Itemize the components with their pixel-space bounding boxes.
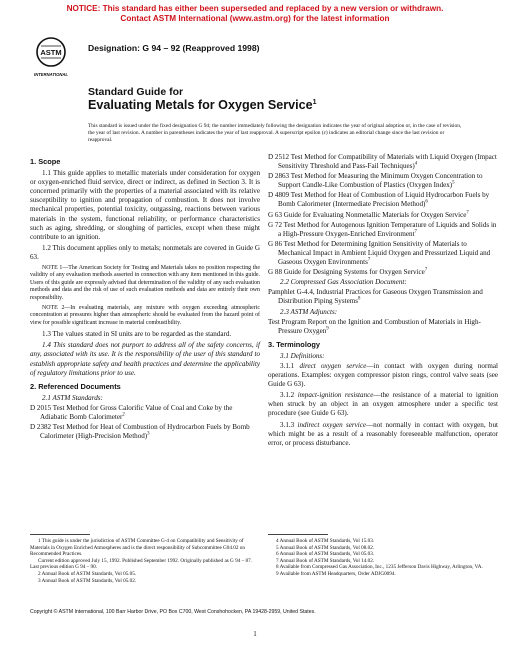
adjunct-item: Test Program Report on the Ignition and Combustion of Materials in High-Pressure Oxygen$^9$ (268, 317, 481, 335)
title-line-1: Standard Guide for (88, 86, 184, 98)
footnote: 5 Annual Book of ASTM Standards, Vol 08.02. (276, 544, 375, 551)
footnote: Current edition approved July 15, 1992. Published September 1992. Originally published as G 94 – 87. Last previous edition G 94 – 90. (30, 557, 252, 571)
ref-item: G 88 Guide for Designing Systems for Oxygen Service$^7$ (268, 267, 428, 277)
designation: Designation: G 94 – 92 (Reapproved 1998) (88, 43, 260, 53)
scope-1-4: 1.4 This standard does not purport to address all of the safety concerns, if any, associated with its use. It is the responsibility of the user of this standard to establish appropriate safety and health practices and determine the applicability of regulatory limitations prior to use. (30, 341, 260, 377)
scope-1-3: 1.3 The values stated in SI units are to be regarded as the standard. (42, 330, 232, 339)
definition-3-1-1: 3.1.1 direct oxygen service—in contact with oxygen during normal operations. Examples: oxygen compressor piston rings, control valve seats (see Guide G 63). (268, 361, 498, 389)
definition-3-1-2: 3.1.2 impact-ignition resistance—the resistance of a material to ignition when struck by an object in an oxygen atmosphere under a specific test procedure (see Guide G 63). (268, 391, 498, 418)
ref-item: D 2512 Test Method for Compatibility of Materials with Liquid Oxygen (Impact Sensitivity Threshold and Pass-Fail Techniques)$^4$ (268, 153, 497, 171)
terminology-heading: 3. Terminology (268, 339, 321, 349)
document-title (88, 86, 317, 113)
definitions-subheading: 3.1 Definitions: (280, 351, 325, 360)
footnote: 6 Annual Book of ASTM Standards, Vol 05.03. (276, 551, 375, 558)
refs-heading: 2. Referenced Documents (30, 381, 121, 391)
footnote: 3 Annual Book of ASTM Standards, Vol 05.02. (38, 577, 137, 584)
notice-line-2: Contact ASTM International (www.astm.org) for the latest information (120, 14, 390, 23)
note-2: NOTE 2—In evaluating materials, any mixture with oxygen exceeding atmospheric concentration at pressures higher than atmospheric should be evaluated from the hazard point of view for possible significant increase in material combustibility. (30, 305, 260, 326)
scope-heading: 1. Scope (30, 157, 61, 166)
footnote: 8 Available from Compressed Gas Association, Inc., 1235 Jefferson Davis Highway, Arlington, VA. (276, 564, 483, 571)
left-column (30, 153, 260, 442)
footnote: 2 Annual Book of ASTM Standards, Vol 05.05. (38, 570, 137, 577)
scope-1-1: 1.1 This guide applies to metallic materials under consideration for oxygen or oxygen-enriched fluid service, direct or indirect, as defined in Section 3. It is concerned primarily with the properties of a material associated with its relative susceptibility to ignition and propagation of combustion. It does not involve mechanical properties, potential toxicity, outgassing, reactions between various materials in the system, functional reliability, or performance characteristics such as aging, shredding, or sloughing of particles, except when these might contribute to an ignition. (30, 169, 260, 241)
footnote: 4 Annual Book of ASTM Standards, Vol 15.03. (276, 538, 375, 544)
ref-item: G 72 Test Method for Autogenous Ignition Temperature of Liquids and Solids in a High-Pressure Oxygen-Enriched Environment$^7$ (268, 220, 497, 238)
footnote: 7 Annual Book of ASTM Standards, Vol 14.02. (276, 557, 375, 564)
footnote-rule (30, 534, 90, 535)
definition-3-1-3: 3.1.3 indirect oxygen service—not normally in contact with oxygen, but which might be as a result of a reasonably foreseeable malfunction, operator error, or process disturbance. (268, 420, 498, 447)
cga-subheading: 2.2 Compressed Gas Association Document: (280, 278, 407, 287)
adjuncts-subheading: 2.3 ASTM Adjuncts: (280, 307, 338, 316)
footnote: 9 Available from ASTM Headquarters, Order ADJG0094. (276, 570, 396, 577)
note-1: NOTE 1—The American Society for Testing and Materials takes no position respecting the validity of any evaluation methods asserted in connection with any item mentioned in this guide. Users of this guide are expressly advised that determination of the validity of any such evaluation methods and data and the risk of use of such evaluation methods and data are entirely their own responsibility. (30, 265, 260, 301)
ref-item: D 2863 Test Method for Measuring the Minimum Oxygen Concentration to Support Candle-Like Combustion of Plastics (Oxygen Index)$^5$ (268, 172, 483, 190)
footnotes-left (30, 534, 260, 584)
ref-item: G 63 Guide for Evaluating Nonmetallic Materials for Oxygen Service$^7$ (268, 210, 469, 219)
astm-standards-subheading: 2.1 ASTM Standards: (42, 393, 103, 402)
logo-mark: ASTM (40, 48, 62, 57)
copyright-line: Copyright © ASTM International, 100 Barr Harbor Drive, PO Box C700, West Conshohocken, PA 19428-2959, United States. (30, 609, 316, 615)
ref-item: D 4809 Test Method for Heat of Combustion of Liquid Hydrocarbon Fuels by Bomb Calorimeter (Intermediate Precision Method)$^6$ (268, 191, 490, 209)
logo-caption: INTERNATIONAL (34, 72, 68, 77)
scope-1-2: 1.2 This document applies only to metals; nonmetals are covered in Guide G 63. (30, 243, 260, 261)
cga-item: Pamphlet G-4.4, Industrial Practices for Gaseous Oxygen Transmission and Distribution Piping Systems$^8$ (268, 288, 483, 306)
footnotes-right (268, 534, 498, 578)
ref-item: D 2382 Test Method for Heat of Combustion of Hydrocarbon Fuels by Bomb Calorimeter (High-Precision Method)$^3$ (30, 423, 250, 441)
page-number: 1 (253, 630, 257, 638)
right-column (268, 153, 498, 450)
title-line-2: Evaluating Metals for Oxygen Service$^1$ (88, 98, 317, 112)
footnote-rule (268, 534, 328, 535)
astm-logo (34, 36, 68, 78)
ref-item: D 2015 Test Method for Gross Calorific Value of Coal and Coke by the Adiabatic Bomb Calorimeter$^2$ (30, 403, 233, 422)
footnote: 1 This guide is under the jurisdiction of ASTM Committee G-4 on Compatibility and Sensitivity of Materials in Oxygen Enriched Atmospheres and is the direct responsibility of Subcommittee G04.02 on Recommended Practices. (30, 538, 245, 558)
issuance-note: This standard is issued under the fixed designation G 94; the number immediately following the designation indicates the year of original adoption or, in the case of revision, the year of last revision. A number in parentheses indicates the year of last reapproval. A superscript epsilon (ε) indicates an editorial change since the last revision or reapproval. (88, 123, 462, 143)
ref-item: G 86 Test Method for Determining Ignition Sensitivity of Materials to Mechanical Impact in Ambient Liquid Oxygen and Pressurized Liquid and Gaseous Oxygen Environments$^7$ (268, 239, 491, 267)
withdrawal-notice (0, 4, 510, 24)
notice-line-1: NOTICE: This standard has either been superseded and replaced by a new version or withdrawn. (66, 4, 444, 13)
